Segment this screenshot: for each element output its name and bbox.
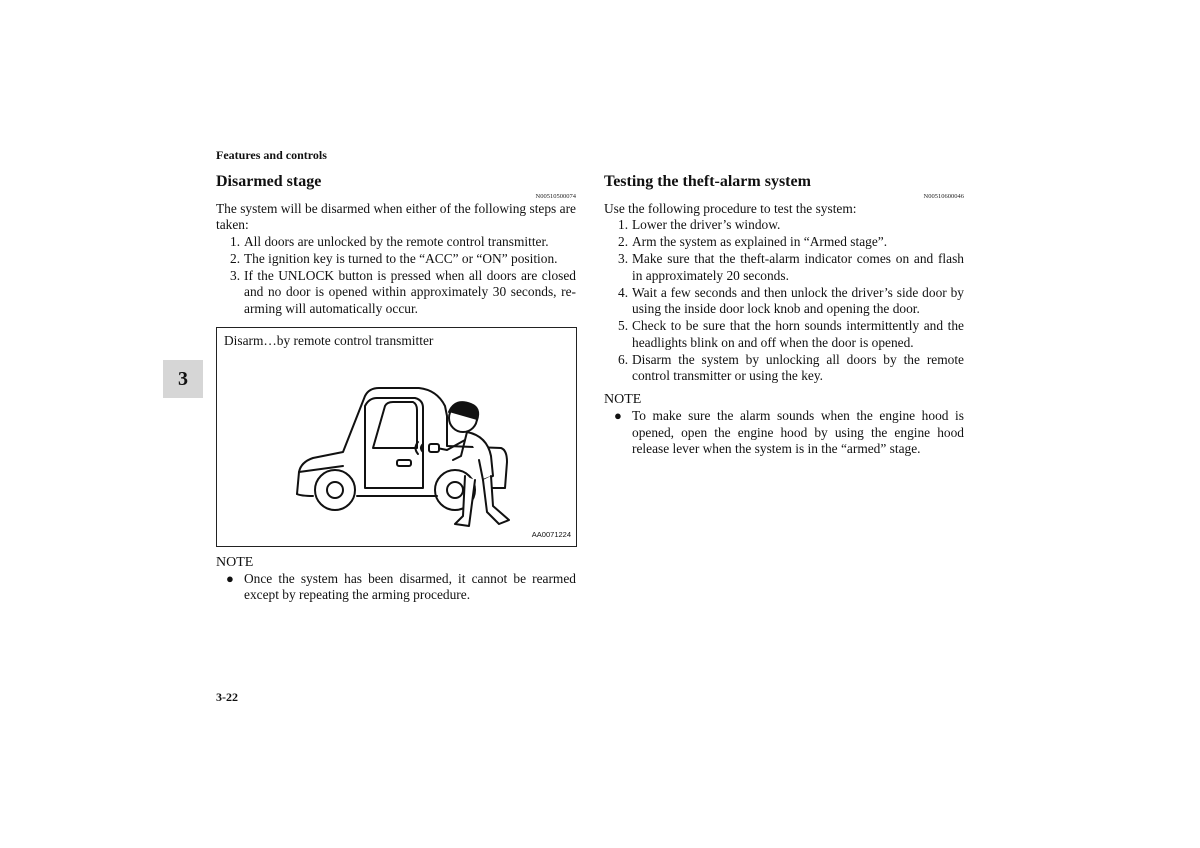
list-item: 3. Make sure that the theft-alarm indicator comes on and flash in approximately 20 seconds. bbox=[618, 251, 964, 283]
disarmed-stage-title: Disarmed stage bbox=[216, 173, 322, 190]
list-item: 2. The ignition key is turned to the “ACC” or “ON” position. bbox=[230, 250, 558, 266]
list-item: 4. Wait a few seconds and then unlock the driver’s side door by using the inside door lock knob and opening the door. bbox=[618, 284, 964, 317]
list-item: 1. Lower the driver’s window. bbox=[618, 217, 781, 233]
testing-code: N00510600046 bbox=[923, 193, 964, 200]
note-item: ● Once the system has been disarmed, it cannot be rearmed except by repeating the arming procedure. bbox=[226, 571, 576, 603]
list-item: 2. Arm the system as explained in “Armed stage”. bbox=[618, 234, 888, 250]
disarm-figure bbox=[216, 327, 577, 547]
bullet-icon: ● bbox=[614, 408, 622, 424]
disarmed-stage-code: N00510500074 bbox=[535, 193, 576, 200]
note-label: NOTE bbox=[604, 392, 642, 408]
chapter-tab: 3 bbox=[163, 360, 203, 398]
list-item: 3. If the UNLOCK button is pressed when all doors are closed and no door is opened within approximately 30 seconds, re-arming will automatically occur. bbox=[230, 267, 576, 316]
left-column bbox=[216, 172, 576, 604]
disarmed-intro: The system will be disarmed when either of the following steps are taken: bbox=[216, 201, 576, 233]
list-item: 6. Disarm the system by unlocking all doors by the remote control transmitter or using the key. bbox=[618, 351, 964, 384]
list-item: 5. Check to be sure that the horn sounds intermittently and the headlights blink on and off when the door is opened. bbox=[618, 318, 964, 350]
bullet-icon: ● bbox=[226, 571, 234, 587]
disarm-steps-list bbox=[216, 234, 576, 317]
page-number: 3-22 bbox=[216, 690, 238, 704]
testing-title: Testing the theft-alarm system bbox=[604, 173, 811, 190]
testing-intro: Use the following procedure to test the system: bbox=[604, 201, 857, 216]
right-column bbox=[604, 172, 964, 458]
figure-caption: Disarm…by remote control transmitter bbox=[224, 333, 434, 349]
figure-code: AA0071224 bbox=[531, 529, 571, 539]
test-steps-list bbox=[604, 217, 964, 384]
section-header: Features and controls bbox=[216, 148, 327, 162]
list-item: 1. All doors are unlocked by the remote control transmitter. bbox=[230, 233, 549, 249]
car-remote-illustration bbox=[287, 376, 527, 536]
note-item: ● To make sure the alarm sounds when the engine hood is opened, open the engine hood by using the engine hood release lever when the system is in the “armed” stage. bbox=[614, 408, 964, 457]
note-label: NOTE bbox=[216, 555, 254, 571]
